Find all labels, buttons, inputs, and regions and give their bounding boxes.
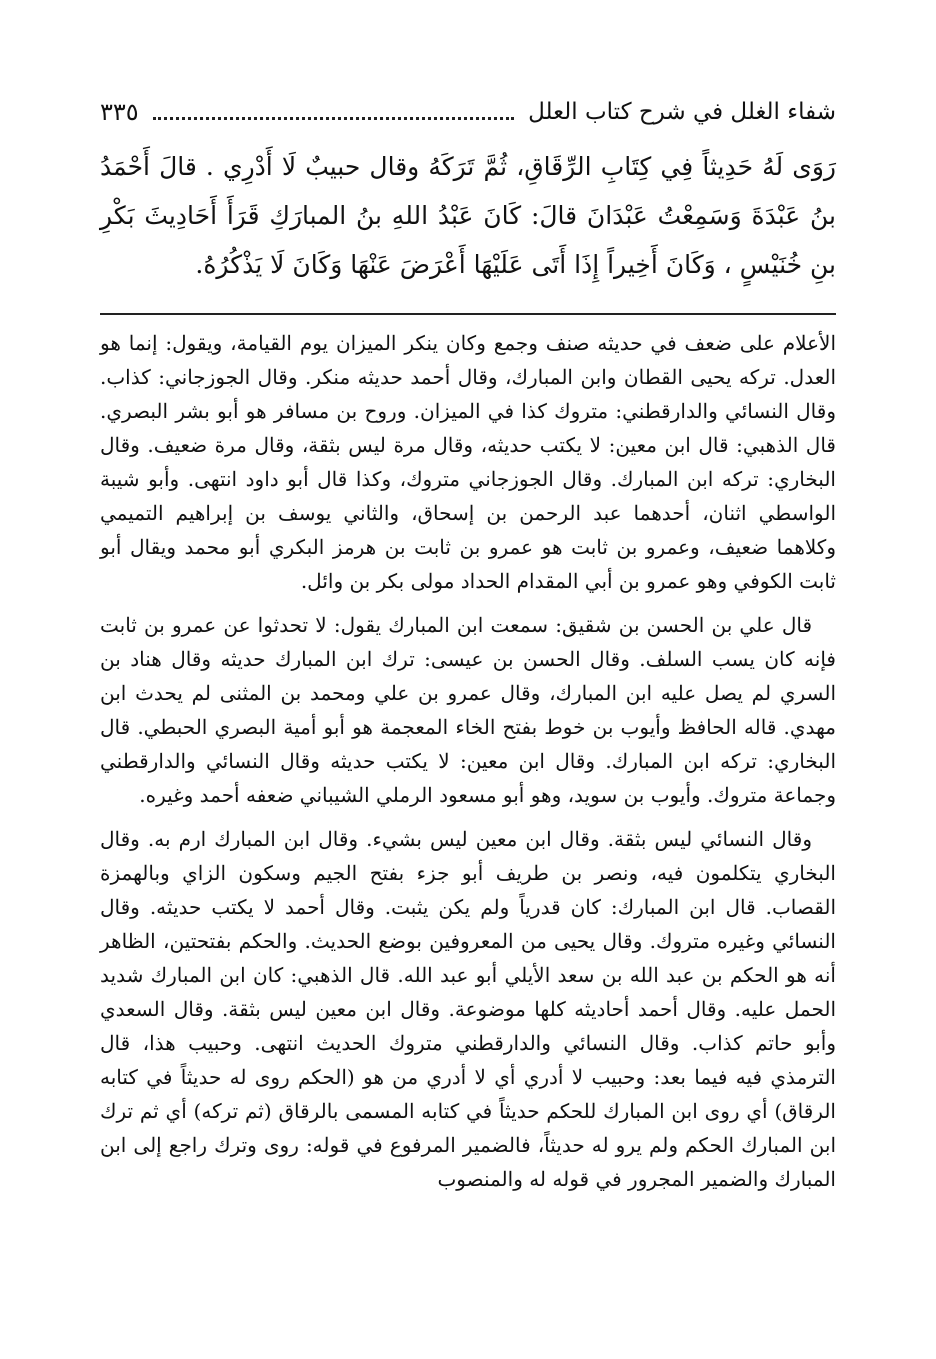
header-title: شفاء الغلل في شرح كتاب العلل — [528, 99, 836, 125]
main-paragraph: رَوَى لَهُ حَدِيثاً فِي كِتَابِ الرِّقَاقِ، ثُمَّ تَرَكَهُ وقال حبيبٌ لَا أَدْرِي . قالَ أَحْمَدُ بنُ عَبْدَةَ وَسَمِعْتُ عَبْدَانَ قالَ: كَانَ عَبْدُ اللهِ بنُ المبارَكِ قَرَأَ أَحَادِيثَ بَكْرِ بنِ خُنَيْسٍ ، وَكَانَ أَخِيراً إِذَا أَتَى عَلَيْهَا أَعْرَضَ عَنْهَا وَكَانَ لَا يَذْكُرُهُ. — [100, 152, 836, 279]
dotted-leader — [153, 117, 514, 120]
footnote-separator — [100, 313, 836, 315]
footnote-paragraph: قال علي بن الحسن بن شقيق: سمعت ابن المبارك يقول: لا تحدثوا عن عمرو بن ثابت فإنه كان يسب السلف. وقال الحسن بن عيسى: ترك ابن المبارك حديثه وقال هناد بن السري لم يصل عليه ابن المبارك، وقال عمرو بن علي ومحمد بن المثنى لم يحدث ابن مهدي. قاله الحافظ وأيوب بن خوط بفتح الخاء المعجمة هو أبو أمية البصري الحبطي. قال البخاري: تركه ابن المبارك. وقال ابن معين: لا يكتب حديثه وقال النسائي والدارقطني وجماعة متروك. وأيوب بن سويد، وهو أبو مسعود الرملي الشيباني ضعفه أحمد وغيره. — [100, 613, 836, 807]
footnote-paragraph: الأعلام على ضعف في حديثه صنف وجمع وكان ينكر الميزان يوم القيامة، ويقول: إنما هو العدل. تركه يحيى القطان وابن المبارك، وقال أحمد حديثه منكر. وقال الجوزجاني: كذاب. وقال النسائي والدارقطني: متروك كذا في الميزان. وروح بن مسافر هو أبو بشر البصري. قال الذهبي: قال ابن معين: لا يكتب حديثه، وقال مرة ليس بثقة، وقال مرة ضعيف. وقال البخاري: تركه ابن المبارك. وقال الجوزجاني متروك، وكذا قال أبو داود انتهى. وأبو شيبة الواسطي اثنان، أحدهما عبد الرحمن بن إسحاق، والثاني يوسف بن إبراهيم التميمي وكلاهما ضعيف، وعمرو بن ثابت هو عمرو بن ثابت بن هرمز البكري أبو محمد ويقال أبو ثابت الكوفي وهو عمرو بن أبي المقدام الحداد مولى بكر بن وائل. — [100, 331, 836, 593]
main-text-block — [100, 142, 836, 289]
page-number: ٣٣٥ — [100, 98, 139, 126]
footnotes-block — [100, 326, 836, 1206]
footnote-paragraph: وقال النسائي ليس بثقة. وقال ابن معين ليس بشيء. وقال ابن المبارك ارم به. وقال البخاري يتكلمون فيه، ونصر بن طريف أبو جزء بفتح الجيم وسكون الزاي وبالهمزة القصاب. قال ابن المبارك: كان قدرياً ولم يكن يثبت. وقال أحمد لا يكتب حديثه. وقال النسائي وغيره متروك. وقال يحيى من المعروفين بوضع الحديث. والحكم بفتحتين، الظاهر أنه هو الحكم بن عبد الله بن سعد الأيلي أبو عبد الله. قال الذهبي: كان ابن المبارك شديد الحمل عليه. وقال أحمد أحاديثه كلها موضوعة. وقال ابن معين ليس بثقة. وقال السعدي وأبو حاتم كذاب. وقال النسائي والدارقطني متروك الحديث انتهى. وحبيب هذا، قال الترمذي فيه فيما بعد: وحبيب لا أدري أي لا أدري من هو (الحكم روى له حديثاً في كتابه الرقاق) أي روى ابن المبارك للحكم حديثاً في كتابه المسمى بالرقاق (ثم تركه) أي ثم ترك ابن المبارك الحكم ولم يرو له حديثاً، فالضمير المرفوع في قوله: روى وترك راجع إلى ابن المبارك والضمير المجرور في قوله له والمنصوب — [100, 827, 836, 1191]
running-header — [100, 92, 836, 132]
